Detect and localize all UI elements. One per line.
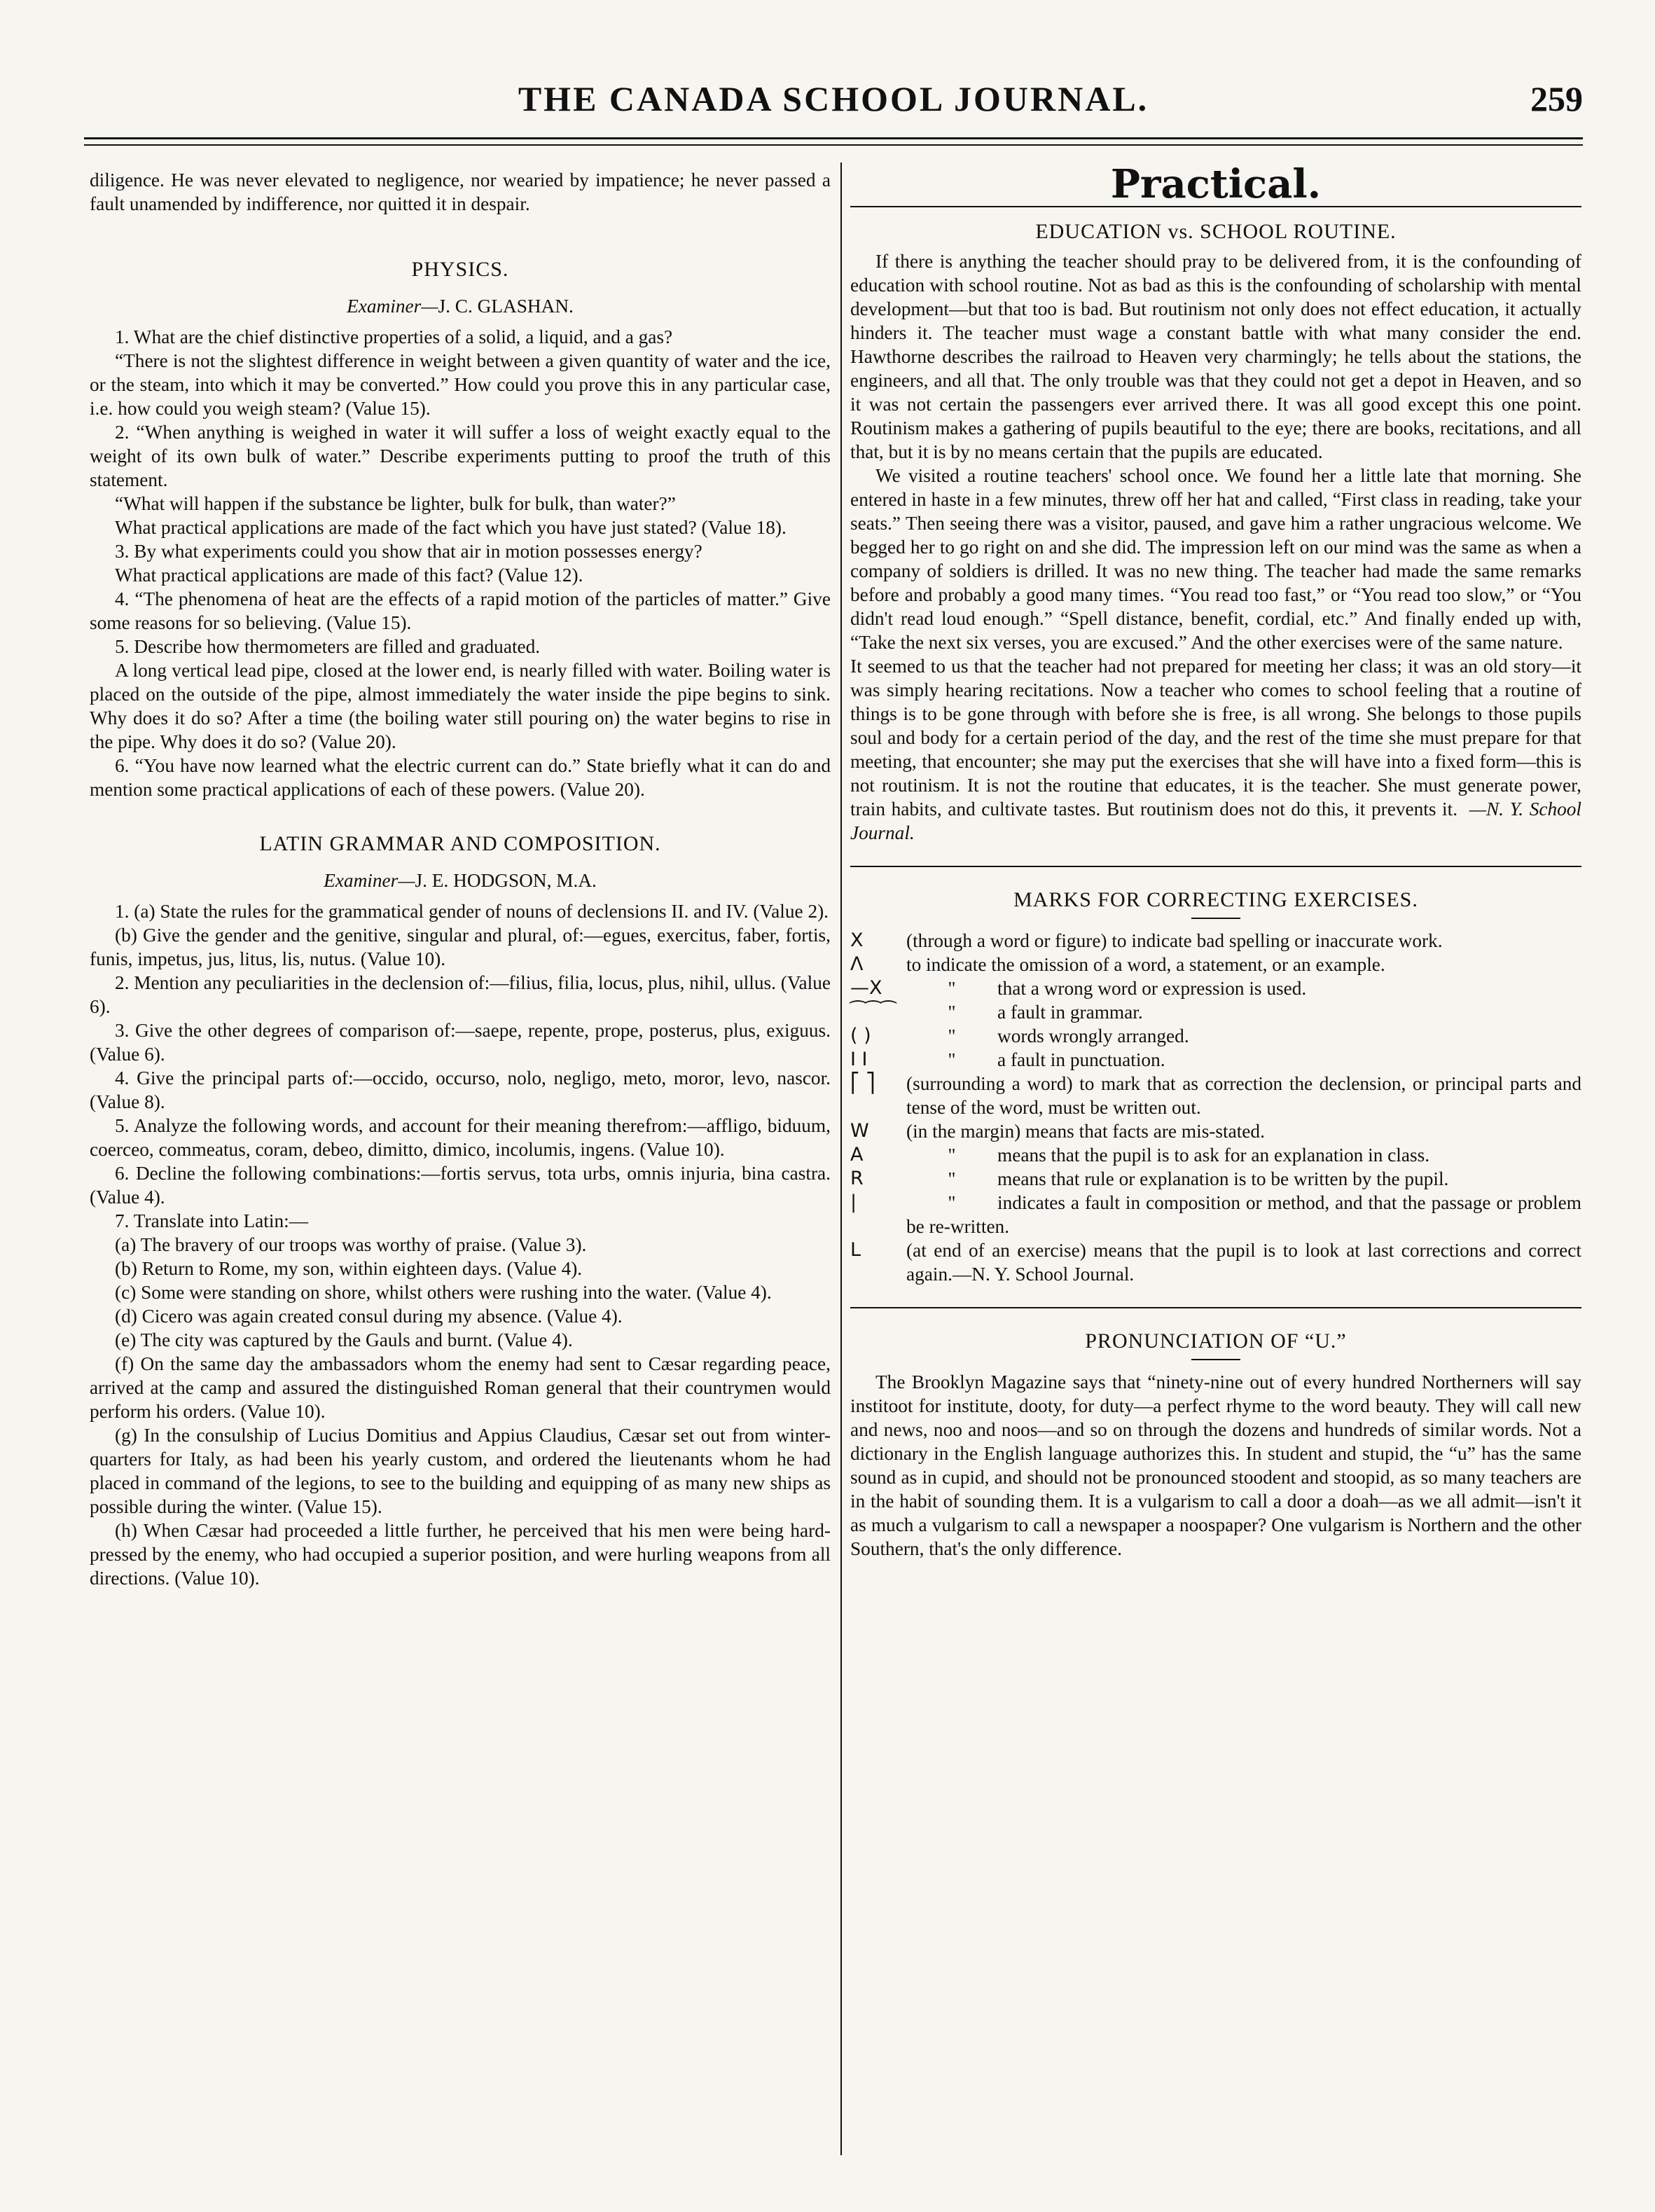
question-item: 4. “The phenomena of heat are the effects of a rapid motion of the particles of matter.” Give some reasons for so believing. (Value 15). — [90, 588, 831, 633]
question-item: 1. What are the chief distinctive properties of a solid, a liquid, and a gas? — [115, 326, 673, 347]
mark-symbol: X — [850, 929, 864, 951]
marks-list — [850, 929, 1581, 1286]
right-column — [850, 161, 1582, 1561]
physics-examiner — [90, 294, 831, 318]
question-item: (h) When Cæsar had proceeded a little further, he perceived that his men were being hard-pressed by the enemy, who had occupied a superior position, and were hurling weapons from all directions. (Value 10). — [90, 1520, 831, 1589]
question-item: What practical applications are made of this fact? (Value 12). — [115, 565, 583, 586]
mark-symbol: I I — [850, 1049, 868, 1070]
practical-heading: Practical. — [1110, 161, 1322, 207]
ditto-mark: " — [948, 1025, 956, 1046]
mark-description: that a wrong word or expression is used. — [997, 978, 1307, 999]
mark-row — [850, 1000, 1581, 1024]
column-divider — [840, 163, 842, 2155]
mark-description: to indicate the omission of a word, a statement, or an example. — [906, 954, 1385, 975]
pronunciation-title: PRONUNCIATION OF “U.” — [1085, 1329, 1347, 1353]
physics-title: PHYSICS. — [411, 258, 509, 281]
question-item: 5. Describe how thermometers are filled and graduated. — [115, 636, 541, 657]
mark-row — [850, 1048, 1581, 1072]
question-item: 4. Give the principal parts of:—occido, occurso, nolo, negligo, meto, moror, levo, nascor. (Value 8). — [90, 1067, 831, 1112]
mark-row — [850, 953, 1581, 976]
question-item: 1. (a) State the rules for the grammatical gender of nouns of declensions II. and IV. (Value 2). — [115, 901, 829, 922]
question-item: 2. “When anything is weighed in water it will suffer a loss of weight exactly equal to the weight of its own bulk of water.” Describe experiments putting to proof the truth of this statement. — [90, 422, 831, 490]
mark-description: (through a word or figure) to indicate bad spelling or inaccurate work. — [906, 930, 1443, 951]
mark-row — [850, 976, 1581, 1000]
education-article — [850, 249, 1581, 845]
article-paragraph: It seemed to us that the teacher had not prepared for meeting her class; it was an old story—it was simply hearing recitations. Now a teacher who comes to school feeling that a routine of things is to be gone through with before she is free, is all wrong. She belongs to those pupils soul and body for a certain period of the day, and the rest of the time she must prepare for that meeting, that encounter; she may put the exercises that she will have into a fixed form—this is not routinism. It is not the routine that educates, it is the teacher. She must generate power, train habits, and cultivate tastes. But routinism does not do this, it prevents it. — [850, 656, 1581, 820]
latin-title: LATIN GRAMMAR AND COMPOSITION. — [259, 832, 661, 855]
question-item: (d) Cicero was again created consul during my absence. (Value 4). — [115, 1306, 623, 1327]
mark-description: a fault in punctuation. — [997, 1049, 1165, 1070]
ditto-mark: " — [948, 1049, 956, 1070]
mark-description: means that rule or explanation is to be written by the pupil. — [997, 1168, 1449, 1189]
left-column — [90, 168, 831, 1590]
ditto-mark: " — [948, 1002, 956, 1023]
mark-description: (at end of an exercise) means that the pupil is to look at last corrections and correct again.—N. Y. School Journal. — [906, 1240, 1581, 1285]
question-item: “What will happen if the substance be lighter, bulk for bulk, than water?” — [115, 493, 676, 514]
question-item: 6. Decline the following combinations:—fortis servus, tota urbs, omnis injuria, bina castra. (Value 4). — [90, 1163, 831, 1208]
examiner-name: J. E. HODGSON, M.A. — [415, 870, 597, 891]
ditto-mark: " — [948, 1145, 956, 1166]
mark-symbol: —X — [850, 977, 882, 999]
section-divider — [850, 1307, 1581, 1308]
latin-examiner — [90, 869, 831, 892]
mark-description: means that the pupil is to ask for an explanation in class. — [997, 1145, 1430, 1166]
question-item: (a) The bravery of our troops was worthy of praise. (Value 3). — [115, 1234, 587, 1255]
question-item: (b) Return to Rome, my son, within eighteen days. (Value 4). — [115, 1258, 583, 1279]
question-item: (b) Give the gender and the genitive, singular and plural, of:—egues, exercitus, faber, fortis, funis, impetus, jus, litus, lis, nutus. (Value 10). — [90, 925, 831, 969]
marks-title: MARKS FOR CORRECTING EXERCISES. — [1013, 888, 1418, 911]
mark-symbol: | — [850, 1191, 857, 1213]
mark-description: (in the margin) means that facts are mis-stated. — [906, 1121, 1265, 1142]
latin-questions — [90, 899, 831, 1590]
header-rule — [84, 137, 1583, 139]
examiner-name: J. C. GLASHAN. — [438, 296, 574, 317]
question-item: 6. “You have now learned what the electric current can do.” State briefly what it can do and mention some practical applications of each of these powers. (Value 20). — [90, 755, 831, 800]
education-title: EDUCATION vs. SCHOOL ROUTINE. — [1035, 220, 1397, 243]
question-item: 5. Analyze the following words, and account for their meaning therefrom:—affligo, biduum, coerceo, commeatus, coram, debeo, dimitto, dimico, incolumis, ingens. (Value 10). — [90, 1115, 831, 1160]
short-rule — [1191, 918, 1240, 919]
mark-description: a fault in grammar. — [997, 1002, 1143, 1023]
short-rule — [1191, 1359, 1240, 1360]
question-item: (e) The city was captured by the Gauls and burnt. (Value 4). — [115, 1329, 573, 1350]
question-item: (g) In the consulship of Lucius Domitius and Appius Claudius, Cæsar set out from winter-quarters for Italy, as had been his yearly custom, and ordered the lieutenants whom he had placed in command of the legions, to see to the building and equipping of as many new ships as possible during the winter. (Value 15). — [90, 1425, 831, 1517]
header-rule-double — [84, 144, 1583, 146]
mark-symbol: R — [850, 1168, 864, 1189]
physics-questions — [90, 325, 831, 801]
mark-row — [850, 1024, 1581, 1048]
page-header — [84, 78, 1583, 127]
mark-symbol: A — [850, 1144, 864, 1166]
question-item: A long vertical lead pipe, closed at the lower end, is nearly filled with water. Boiling water is placed on the outside of the pipe, almost immediately the water inside the pipe begins to sink. Why does it do so? After a time (the boiling water still pouring on) the water begins to rise in the pipe. Why does it do so? (Value 20). — [90, 660, 831, 752]
article-source: —N. Y. School Journal. — [850, 799, 1582, 843]
journal-title: THE CANADA SCHOOL JOURNAL. — [518, 79, 1149, 118]
ditto-mark: " — [948, 1168, 956, 1189]
question-item: 2. Mention any peculiarities in the declension of:—filius, filia, locus, plus, nihil, ullus. (Value 6). — [90, 972, 831, 1017]
mark-row — [850, 1143, 1581, 1167]
mark-row — [850, 1167, 1581, 1191]
question-item: 3. By what experiments could you show that air in motion possesses energy? — [115, 541, 702, 562]
mark-description: indicates a fault in composition or method, and that the passage or problem be re-written. — [906, 1192, 1581, 1237]
examiner-label: Examiner— — [347, 296, 438, 317]
mark-row — [850, 1072, 1581, 1119]
mark-row — [850, 1191, 1581, 1238]
mark-symbol: ⁀⁀⁀ — [850, 1001, 896, 1023]
mark-symbol: W — [850, 1120, 869, 1142]
mark-symbol: L — [850, 1239, 861, 1261]
mark-symbol: Λ — [850, 953, 864, 975]
question-item: What practical applications are made of the fact which you have just stated? (Value 18). — [115, 517, 787, 538]
mark-row — [850, 1238, 1581, 1286]
question-item: 3. Give the other degrees of comparison of:—saepe, repente, prope, posterus, plus, exiguus. (Value 6). — [90, 1020, 831, 1065]
question-item: (c) Some were standing on shore, whilst others were rushing into the water. (Value 4). — [115, 1282, 772, 1303]
mark-description: words wrongly arranged. — [997, 1025, 1189, 1046]
mark-symbol: ⎡ ⎤ — [850, 1072, 875, 1094]
ditto-mark: " — [948, 1192, 956, 1213]
section-divider — [850, 866, 1581, 867]
intro-paragraph: diligence. He was never elevated to negligence, nor wearied by impatience; he never passed a fault unamended by indifference, nor quitted it in despair. — [90, 170, 831, 214]
examiner-label: Examiner— — [324, 870, 415, 891]
article-paragraph: If there is anything the teacher should pray to be delivered from, it is the confounding of education with school routine. Not as bad as this is the confounding of scholarship with mental development—but that too is bad. But routinism not only does not effect education, it actually hinders it. The teacher must wage a constant battle with what many consider the end. Hawthorne describes the railroad to Heaven very charmingly; he tells about the stations, the engineers, and all that. The only trouble was that they could not get a depot in Heaven, and so it was not certain the passengers ever arrived there. It was all good except this one point. Routinism makes a gathering of pupils beautiful to the eye; there are books, recitations, and all that, but it is by no means certain that the pupils are educated. — [850, 251, 1581, 462]
question-item: 7. Translate into Latin:— — [115, 1210, 308, 1231]
question-item: (f) On the same day the ambassadors whom the enemy had sent to Cæsar regarding peace, arrived at the camp and assured the distinguished Roman general that their countrymen would perform his orders. (Value 10). — [90, 1353, 831, 1422]
pronunciation-paragraph: The Brooklyn Magazine says that “ninety-nine out of every hundred Northerners will say institoot for institute, dooty, for duty—a perfect rhyme to the word beauty. They will call new and news, noo and noos—and so on through the dozens and hundreds of similar words. Not a dictionary in the English language authorizes this. In student and stupid, the “u” has the same sound as in cupid, and should not be pronounced stoodent and stoopid, as so many teachers are in the habit of sounding them. It is a vulgarism to call a door a doah—as we all admit—isn't it as much a vulgarism to call a newspaper a noospaper? One vulgarism is Northern and the other Southern, that's the only difference. — [850, 1371, 1581, 1559]
mark-row — [850, 1119, 1581, 1143]
page-number: 259 — [1530, 79, 1583, 118]
mark-description: (surrounding a word) to mark that as correction the declension, or principal parts and tense of the word, must be written out. — [906, 1073, 1581, 1118]
article-paragraph: We visited a routine teachers' school once. We found her a little late that morning. She entered in haste in a few minutes, threw off her hat and called, “First class in reading, take your seats.” Then seeing there was a visitor, paused, and gave him a rather ungracious welcome. We begged her to go right on and she did. The impression left on our mind was the same as when a company of soldiers is drilled. It was no new thing. The teacher had made the same remarks before and probably a good many times. “You read too fast,” or “You read too slow,” or “You didn't read loud enough.” “Spell distance, benefit, cordial, etc.” And finally ended up with, “Take the next six verses, you are excused.” And the other exercises were of the same nature. — [850, 465, 1581, 653]
mark-row — [850, 929, 1581, 953]
question-item: “There is not the slightest difference in weight between a given quantity of water and the ice, or the steam, into which it may be converted.” How could you prove this in any particular case, i.e. how could you weigh steam? (Value 15). — [90, 350, 831, 419]
mark-symbol: ( ) — [850, 1025, 871, 1046]
ditto-mark: " — [948, 978, 956, 999]
